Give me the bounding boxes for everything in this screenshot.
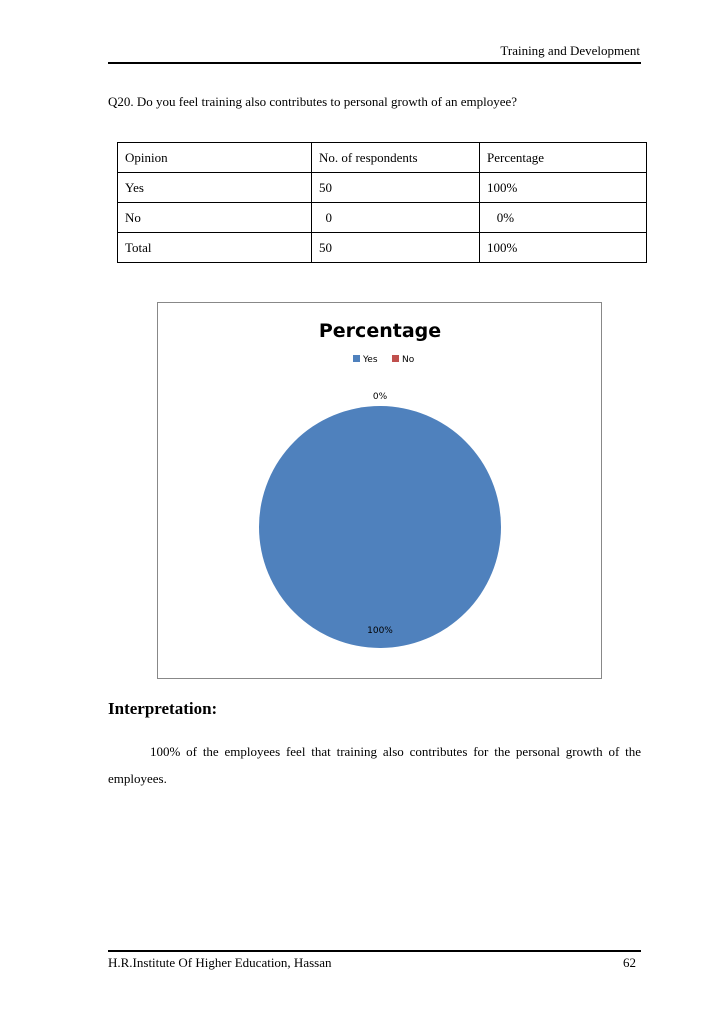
page-number: 62 (623, 955, 636, 970)
header-title: Training and Development (500, 43, 640, 58)
footer-institute: H.R.Institute Of Higher Education, Hassan (108, 955, 332, 970)
interpretation-body: 100% of the employees feel that training also contributes for the personal growth of the employees. (108, 744, 641, 786)
pie-slices (259, 406, 501, 648)
table-cell: Total (118, 233, 312, 263)
pie-chart (157, 302, 602, 679)
table-header-cell: No. of respondents (312, 143, 480, 173)
header-divider (108, 62, 641, 64)
pie-chart-svg (158, 303, 601, 678)
table-header-cell: Percentage (480, 143, 647, 173)
table-row (118, 173, 647, 203)
table-cell: No (118, 203, 312, 233)
legend-swatch-no (392, 355, 399, 362)
legend-label-no: No (402, 355, 415, 365)
chart-title: Percentage (318, 320, 442, 342)
data-label-yes: 100% (367, 626, 393, 636)
legend-swatch-yes (353, 355, 360, 362)
table-row (118, 233, 647, 263)
footer-divider (108, 950, 641, 952)
table-header-row (118, 143, 647, 173)
table-row (118, 203, 647, 233)
data-label-no: 0% (372, 392, 388, 402)
chart-legend (353, 355, 415, 365)
table-header-cell: Opinion (118, 143, 312, 173)
legend-label-yes: Yes (363, 355, 378, 365)
table-cell: 50 (312, 173, 480, 203)
question-text: Q20. Do you feel training also contributes to personal growth of an employee? (108, 94, 518, 109)
table-cell: 100% (480, 173, 647, 203)
table-cell: Yes (118, 173, 312, 203)
table-cell: 0% (480, 203, 647, 233)
response-table (117, 142, 647, 263)
table-cell: 50 (312, 233, 480, 263)
interpretation-heading: Interpretation: (108, 699, 218, 718)
table-cell: 100% (480, 233, 647, 263)
table-cell: 0 (312, 203, 480, 233)
